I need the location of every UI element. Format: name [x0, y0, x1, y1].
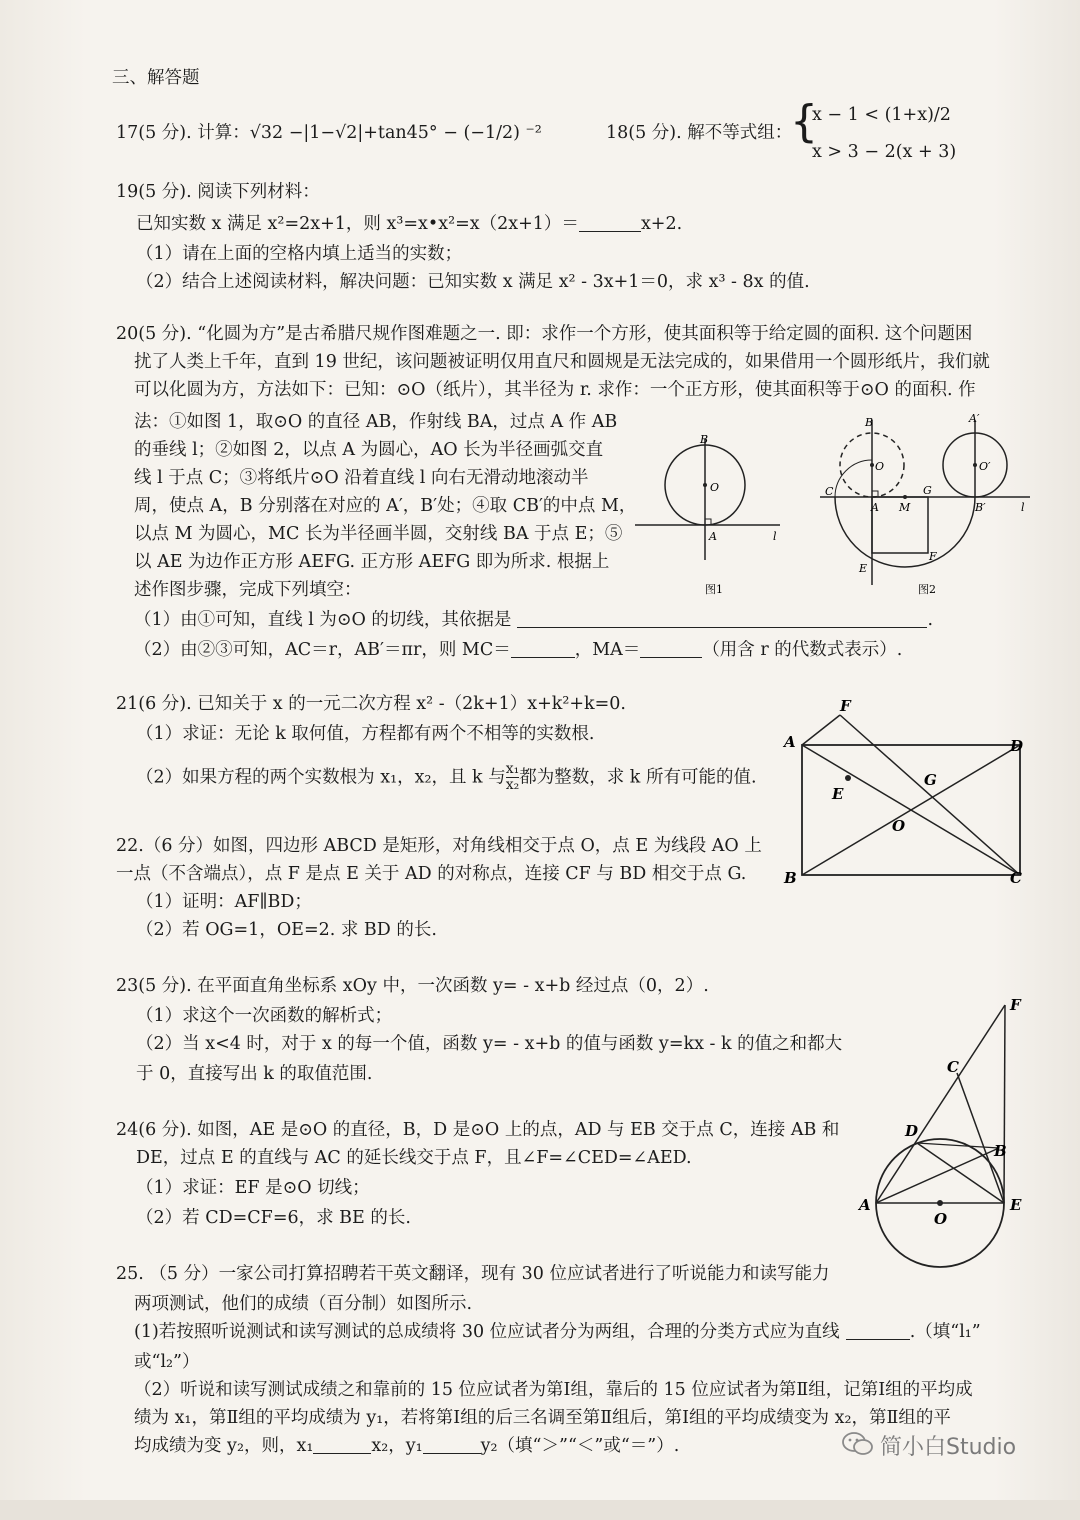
- question-19-material-tail: x+2.: [640, 214, 683, 234]
- rect-label-C: C: [1010, 869, 1022, 887]
- circle-label-A: A: [859, 1196, 871, 1214]
- question-18-inequality-1: x − 1 < (1+x)/2: [812, 105, 951, 125]
- question-25-line-2: 两项测试，他们的成绩（百分制）如图所示.: [134, 1294, 473, 1314]
- question-20-line-3: 可以化圆为方，方法如下：已知：⊙O（纸片），其半径为 r. 求作：一个正方形，使其面积等于⊙O 的面积. 作: [134, 380, 976, 400]
- fig1-label-l: l: [773, 530, 777, 543]
- wechat-icon: [842, 1430, 874, 1458]
- fig1-caption: 图1: [705, 583, 723, 596]
- question-20-part-2-mid: ，MA＝: [574, 640, 641, 660]
- circle-label-E: E: [1010, 1196, 1022, 1214]
- question-20-line-5: 的垂线 l；②如图 2，以点 A 为圆心，AO 长为半径画弧交直: [134, 440, 604, 460]
- question-25-part-2-line-1: （2）听说和读写测试成绩之和靠前的 15 位应试者为第Ⅰ组，靠后的 15 位应试者为第Ⅱ组，记第Ⅰ组的平均成: [134, 1380, 973, 1400]
- question-20-part-1-text: （1）由①可知，直线 l 为⊙O 的切线，其依据是: [134, 610, 512, 630]
- fig2-label-A-prime: A′: [969, 412, 980, 425]
- fig2-label-E: E: [859, 562, 868, 575]
- rect-label-D: D: [1010, 737, 1024, 755]
- answer-blank[interactable]: [511, 640, 575, 659]
- fig1-label-A: A: [709, 530, 717, 543]
- question-20-line-10: 述作图步骤，完成下列填空：: [134, 580, 362, 600]
- question-20-part-2: [134, 636, 902, 661]
- fig2-caption: 图2: [918, 583, 936, 596]
- question-25-part-1-tail: .（填“l₁”: [909, 1322, 981, 1342]
- question-20-part-2-tail: （用含 r 的代数式表示）.: [702, 640, 903, 660]
- question-23-part-1: （1）求这个一次函数的解析式；: [136, 1006, 393, 1026]
- question-20-line-1: 20(5 分). “化圆为方”是古希腊尺规作图难题之一. 即：求作一个方形，使其面积等于给定圆的面积. 这个问题困: [116, 324, 973, 344]
- question-24-line-1: 24(6 分). 如图，AE 是⊙O 的直径，B，D 是⊙O 上的点，AD 与 EB 交于点 C，连接 AB 和: [116, 1120, 840, 1140]
- question-22-part-1: （1）证明：AF∥BD；: [136, 892, 312, 912]
- question-20-line-2: 扰了人类上千年，直到 19 世纪，该问题被证明仅用直尺和圆规是无法完成的，如果借用一个圆形纸片，我们就: [134, 352, 990, 372]
- circle-label-D: D: [905, 1122, 919, 1140]
- question-19-material: [136, 210, 682, 235]
- fig2-label-O: O: [875, 460, 885, 473]
- fig2-label-G: G: [923, 484, 932, 497]
- circle-figure: [855, 990, 1040, 1275]
- fig2-label-F: F: [929, 550, 937, 563]
- question-19-material-text: 已知实数 x 满足 x²=2x+1，则 x³=x•x²=x（2x+1）＝: [136, 214, 579, 234]
- question-24-part-2: （2）若 CD=CF=6，求 BE 的长.: [136, 1208, 411, 1228]
- question-22-part-2: （2）若 OG=1，OE=2. 求 BD 的长.: [136, 920, 437, 940]
- question-19-part-2: （2）结合上述阅读材料，解决问题：已知实数 x 满足 x² - 3x+1＝0，求 x³ - 8x 的值.: [136, 272, 810, 292]
- fig2-label-C: C: [825, 485, 834, 498]
- figure-2: [815, 410, 1040, 600]
- question-25-part-1-cont: 或“l₂”）: [134, 1352, 200, 1372]
- answer-blank[interactable]: [313, 1436, 371, 1455]
- question-18-inequality-2: x > 3 − 2(x + 3): [812, 142, 957, 162]
- circle-label-C: C: [947, 1058, 959, 1076]
- question-25-line-1: 25. （5 分）一家公司打算招聘若干英文翻译，现有 30 位应试者进行了听说能力和读写能力: [116, 1264, 830, 1284]
- circle-label-F: F: [1010, 996, 1021, 1014]
- answer-blank[interactable]: [846, 1322, 910, 1341]
- question-25-part-2-text-1: 均成绩为变 y₂，则，x₁: [134, 1436, 314, 1456]
- question-21-part-2-tail: 都为整数，求 k 所有可能的值.: [519, 767, 757, 788]
- fig1-label-O: O: [710, 481, 720, 494]
- fraction-numerator: x₁: [505, 761, 520, 777]
- fig2-label-A: A: [871, 501, 879, 514]
- rect-label-E: E: [832, 785, 844, 803]
- question-23-part-2: （2）当 x<4 时，对于 x 的每一个值，函数 y= - x+b 的值与函数 y=kx - k 的值之和都大: [136, 1034, 843, 1054]
- watermark: 简小白Studio: [880, 1435, 1017, 1460]
- question-21-part-2: [136, 762, 757, 794]
- rect-label-O: O: [892, 817, 906, 835]
- question-20-part-2-text: （2）由②③可知，AC＝r，AB′＝πr，则 MC＝: [134, 640, 511, 660]
- circle-label-B: B: [994, 1142, 1007, 1160]
- fig1-label-B: B: [700, 433, 709, 446]
- question-19-title: 19(5 分). 阅读下列材料：: [116, 182, 320, 202]
- rect-label-A: A: [784, 733, 796, 751]
- rect-label-G: G: [924, 771, 937, 789]
- fig2-label-B-prime: B′: [975, 501, 986, 514]
- question-21-part-1: （1）求证：无论 k 取何值，方程都有两个不相等的实数根.: [136, 724, 595, 744]
- question-18-label: 18(5 分). 解不等式组：: [606, 123, 793, 143]
- rect-label-F: F: [840, 697, 851, 715]
- question-20-line-9: 以 AE 为边作正方形 AEFG. 正方形 AEFG 即为所求. 根据上: [134, 552, 610, 572]
- question-24-line-2: DE，过点 E 的直线与 AC 的延长线交于点 F，且∠F=∠CED=∠AED.: [136, 1148, 692, 1168]
- question-20-line-4: 法：①如图 1，取⊙O 的直径 AB，作射线 BA，过点 A 作 AB: [134, 412, 618, 432]
- question-25-part-2-line-2: 绩为 x₁，第Ⅱ组的平均成绩为 y₁，若将第Ⅰ组的后三名调至第Ⅱ组后，第Ⅰ组的平均成绩变为 x₂，第Ⅱ组的平: [134, 1408, 951, 1428]
- question-23-part-2-cont: 于 0，直接写出 k 的取值范围.: [136, 1064, 373, 1084]
- question-21-title: 21(6 分). 已知关于 x 的一元二次方程 x² -（2k+1）x+k²+k=0.: [116, 694, 626, 714]
- rect-label-B: B: [784, 869, 797, 887]
- question-20-part-1: （1）由①可知，直线 l 为⊙O 的切线，其依据是 .: [134, 610, 934, 630]
- question-17: 17(5 分). 计算：√32 −|1−√2|+tan45° − (−1/2) ⁻²: [116, 123, 542, 143]
- fig2-label-l: l: [1021, 501, 1025, 514]
- question-22-line-2: 一点（不含端点），点 F 是点 E 关于 AD 的对称点，连接 CF 与 BD 相交于点 G.: [116, 864, 747, 884]
- question-25-part-2-text-2: x₂，y₁: [371, 1436, 423, 1456]
- question-25-part-1-text: (1)若按照听说测试和读写测试的总成绩将 30 位应试者分为两组，合理的分类方式应为直线: [134, 1322, 840, 1342]
- question-24-part-1: （1）求证：EF 是⊙O 切线；: [136, 1178, 370, 1198]
- answer-blank[interactable]: [640, 640, 702, 659]
- answer-blank[interactable]: [579, 214, 641, 233]
- question-23-title: 23(5 分). 在平面直角坐标系 xOy 中，一次函数 y= - x+b 经过点（0，2）.: [116, 976, 709, 996]
- question-25-part-2-line-3: [134, 1432, 679, 1457]
- figure-1: [630, 425, 790, 600]
- question-21-part-2-text: （2）如果方程的两个实数根为 x₁，x₂，且 k 与: [136, 767, 506, 788]
- fraction: [506, 762, 520, 794]
- section-title: 三、解答题: [112, 68, 200, 88]
- fig2-label-O-prime: O′: [979, 460, 991, 473]
- fig2-label-M: M: [899, 501, 911, 514]
- circle-label-O: O: [934, 1210, 948, 1228]
- fraction-denominator: x₂: [505, 777, 520, 794]
- page-bottom-edge: [0, 1500, 1080, 1520]
- question-20-line-8: 以点 M 为圆心，MC 长为半径画半圆，交射线 BA 于点 E；⑤: [134, 524, 623, 544]
- answer-blank[interactable]: [517, 610, 927, 629]
- question-19-part-1: （1）请在上面的空格内填上适当的实数；: [136, 244, 463, 264]
- question-25-part-2-text-3: y₂（填“＞”“＜”或“＝”）.: [480, 1436, 680, 1456]
- question-25-part-1: [134, 1318, 981, 1343]
- question-20-line-7: 周，使点 A，B 分别落在对应的 A′，B′处；④取 CB′的中点 M，: [134, 496, 637, 516]
- question-20-line-6: 线 l 于点 C；③将纸片⊙O 沿着直线 l 向右无滑动地滚动半: [134, 468, 589, 488]
- question-22-line-1: 22.（6 分）如图，四边形 ABCD 是矩形，对角线相交于点 O，点 E 为线段 AO 上: [116, 836, 762, 856]
- fig2-label-B: B: [865, 416, 874, 429]
- rectangle-figure: [780, 695, 1040, 895]
- brace-symbol: {: [790, 96, 818, 147]
- answer-blank[interactable]: [423, 1436, 481, 1455]
